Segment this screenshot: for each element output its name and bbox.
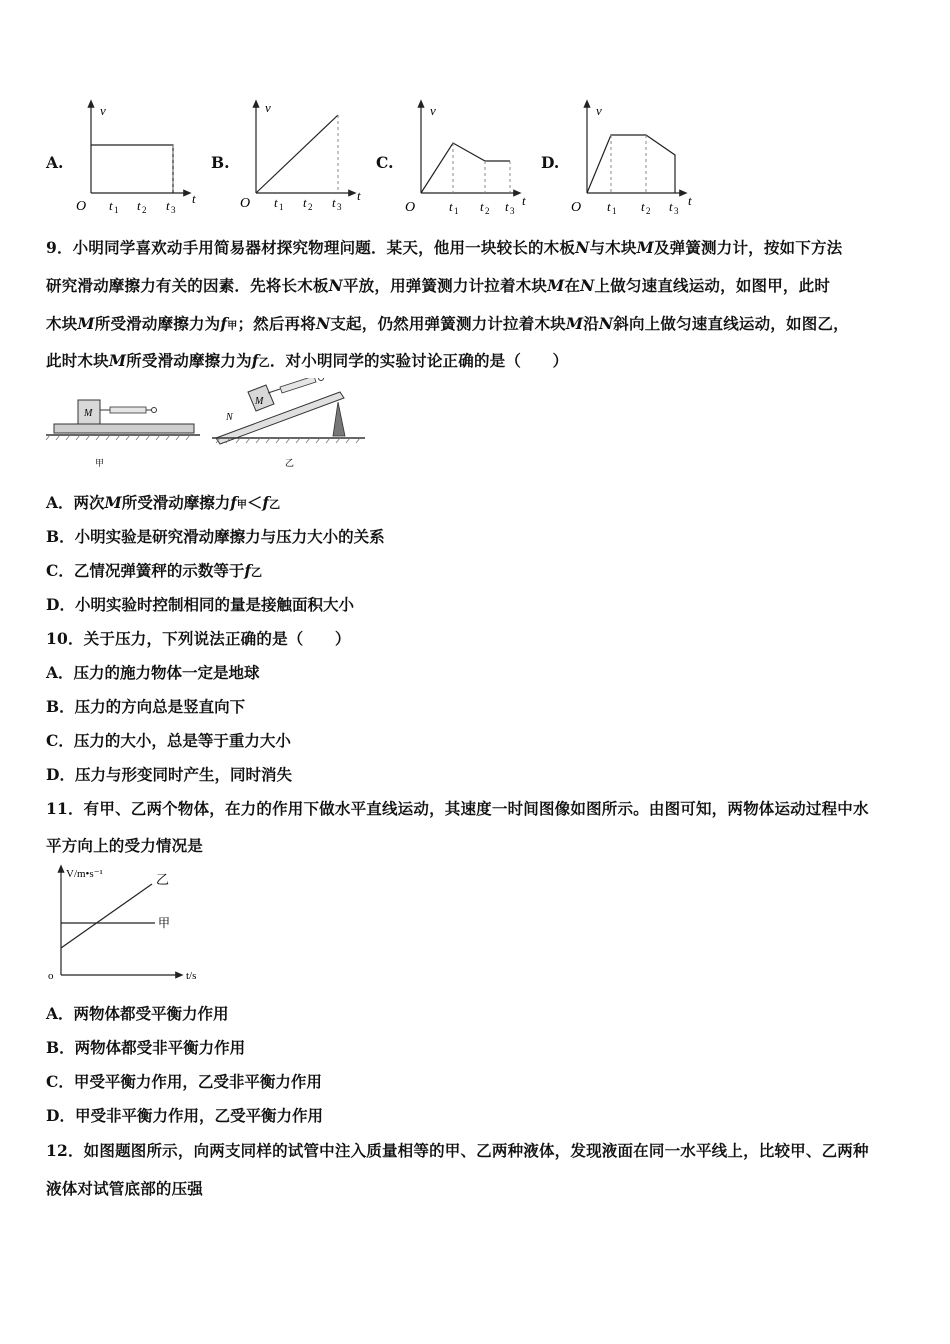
q9-text: 上做匀速直线运动，如图甲，此时 bbox=[594, 276, 831, 295]
q11-option-a[interactable]: A．两物体都受平衡力作用 bbox=[46, 1004, 229, 1023]
x-axis-label: t/s bbox=[186, 970, 197, 982]
q11-stem-2: 平方向上的受力情况是 bbox=[46, 836, 204, 855]
q9-text: 此时木块 bbox=[46, 351, 109, 370]
q10-option-b[interactable]: B．压力的方向总是竖直向下 bbox=[46, 697, 246, 716]
var-f: f bbox=[251, 351, 259, 370]
block-m-label: M bbox=[84, 408, 93, 419]
q9-option-b[interactable]: B．小明实验是研究滑动摩擦力与压力大小的关系 bbox=[46, 527, 385, 546]
graph-a-t-label: t bbox=[192, 191, 196, 206]
q9-text: 木块 bbox=[46, 314, 78, 333]
tick-t1: t bbox=[109, 198, 113, 213]
q9-option-a[interactable]: A．两次M所受滑动摩擦力f甲＜f乙 bbox=[46, 493, 281, 512]
tick-t1: t bbox=[274, 195, 278, 210]
q9-figure bbox=[40, 378, 380, 473]
graph-c-t-label: t bbox=[522, 193, 526, 208]
q9-text: 在 bbox=[564, 276, 581, 295]
sub-yi: 乙 bbox=[258, 356, 270, 369]
block-m-label: M bbox=[255, 396, 264, 407]
var-n: N bbox=[328, 276, 343, 295]
tick-t3: t bbox=[505, 199, 509, 214]
q11-option-b[interactable]: B．两物体都受非平衡力作用 bbox=[46, 1038, 246, 1057]
var-m: M bbox=[565, 314, 584, 333]
q9-text: 与木块 bbox=[589, 238, 637, 257]
graph-b bbox=[256, 103, 353, 193]
q11-stem-1: 11．有甲、乙两个物体，在力的作用下做水平直线运动，其速度一时间图像如图所示。由图可知，两物体运动过程中水 bbox=[46, 799, 869, 818]
var-f: f bbox=[220, 314, 228, 333]
q9-line-2 bbox=[46, 274, 830, 296]
option-c-label: C. bbox=[376, 153, 394, 172]
tick-t2: t bbox=[641, 199, 645, 214]
q9-option-d[interactable]: D．小明实验时控制相同的量是接触面积大小 bbox=[46, 595, 354, 614]
tick-sub-1: 1 bbox=[114, 205, 119, 215]
tick-t2: t bbox=[137, 198, 141, 213]
q9-text: 平放，用弹簧测力计拉着木块 bbox=[342, 276, 548, 295]
tick-sub-2: 2 bbox=[142, 205, 147, 215]
q9-text: 所受滑动摩擦力为 bbox=[126, 351, 252, 370]
q12-stem-2: 液体对试管底部的压强 bbox=[46, 1179, 204, 1198]
line-jia-label: 甲 bbox=[158, 916, 171, 930]
tick-t3: t bbox=[332, 195, 336, 210]
q9-text: 所受滑动摩擦力为 bbox=[94, 314, 221, 333]
q11-vt-graph bbox=[40, 862, 240, 987]
q9-line-4 bbox=[46, 349, 568, 371]
var-n: N bbox=[580, 276, 595, 295]
tick-sub-3: 3 bbox=[171, 205, 176, 215]
tick-sub-2: 2 bbox=[308, 202, 313, 212]
q10-stem: 10．关于压力，下列说法正确的是（ ） bbox=[46, 629, 351, 648]
q9-text: ；然后再将 bbox=[237, 314, 316, 333]
graph-b-v-label: v bbox=[265, 100, 271, 115]
tick-t1: t bbox=[607, 199, 611, 214]
var-n: N bbox=[315, 314, 331, 333]
graph-a-v-label: v bbox=[100, 103, 106, 118]
var-m: M bbox=[547, 276, 565, 295]
q12-stem-1: 12．如图题图所示，向两支同样的试管中注入质量相等的甲、乙两种液体，发现液面在同一水平线上，比较甲、乙两种 bbox=[46, 1141, 869, 1160]
tick-t1: t bbox=[449, 199, 453, 214]
tick-sub-3: 3 bbox=[510, 206, 515, 216]
fig-jia-label: 甲 bbox=[95, 458, 105, 468]
q9-line-1 bbox=[46, 236, 842, 258]
q8-graphs bbox=[0, 95, 950, 220]
tick-sub-3: 3 bbox=[337, 202, 342, 212]
q9-text: ．对小明同学的实验讨论正确的是（ ） bbox=[269, 351, 569, 370]
q9-line-3 bbox=[46, 312, 849, 334]
graph-c-v-label: v bbox=[430, 103, 436, 118]
var-n: N bbox=[598, 314, 614, 333]
var-m: M bbox=[108, 351, 127, 370]
q10-option-d[interactable]: D．压力与形变同时产生，同时消失 bbox=[46, 765, 292, 784]
tick-t2: t bbox=[303, 195, 307, 210]
q9-text: 及弹簧测力计，按如下方法 bbox=[653, 238, 843, 257]
q9-text: 研究滑动摩擦力有关的因素．先将长木板 bbox=[46, 276, 329, 295]
line-yi bbox=[61, 884, 152, 948]
y-axis-label: V/m•s⁻¹ bbox=[66, 868, 103, 880]
tick-t3: t bbox=[669, 199, 673, 214]
board-n-label: N bbox=[226, 412, 233, 423]
tick-t2: t bbox=[480, 199, 484, 214]
sub-jia: 甲 bbox=[227, 321, 238, 332]
q9-text: 沿 bbox=[583, 314, 599, 333]
fig-yi-label: 乙 bbox=[285, 458, 295, 468]
tick-sub-2: 2 bbox=[485, 206, 490, 216]
var-m: M bbox=[77, 314, 95, 333]
q9-text: 9．小明同学喜欢动手用简易器材探究物理问题．某天，他用一块较长的木板 bbox=[46, 238, 576, 257]
tick-t3: t bbox=[166, 198, 170, 213]
tick-sub-1: 1 bbox=[612, 206, 617, 216]
graph-d-ticks bbox=[607, 199, 679, 216]
q11-option-d[interactable]: D．甲受非平衡力作用，乙受平衡力作用 bbox=[46, 1106, 323, 1125]
line-yi-label: 乙 bbox=[156, 872, 170, 887]
q11-option-c[interactable]: C．甲受平衡力作用，乙受非平衡力作用 bbox=[46, 1072, 322, 1091]
q9-text: 斜向上做匀速直线运动，如图乙， bbox=[613, 314, 849, 333]
graph-b-origin: O bbox=[240, 196, 251, 211]
origin-label: o bbox=[48, 970, 54, 982]
tick-sub-1: 1 bbox=[454, 206, 459, 216]
graph-d-origin: O bbox=[571, 200, 582, 215]
q10-option-a[interactable]: A．压力的施力物体一定是地球 bbox=[46, 663, 260, 682]
graph-c-origin: O bbox=[405, 200, 416, 215]
q10-option-c[interactable]: C．压力的大小，总是等于重力大小 bbox=[46, 731, 291, 750]
tick-sub-2: 2 bbox=[646, 206, 651, 216]
tick-sub-3: 3 bbox=[674, 206, 679, 216]
var-m: M bbox=[636, 238, 654, 257]
graph-d-v-label: v bbox=[596, 103, 602, 118]
graph-a-origin: O bbox=[76, 199, 87, 214]
graph-a-ticks bbox=[109, 198, 176, 215]
tick-sub-1: 1 bbox=[279, 202, 284, 212]
graph-d-t-label: t bbox=[688, 193, 692, 208]
graph-c-ticks bbox=[449, 199, 515, 216]
q9-text: 支起，仍然用弹簧测力计拉着木块 bbox=[330, 314, 566, 333]
var-n: N bbox=[575, 238, 590, 257]
option-a-label: A. bbox=[46, 153, 64, 172]
option-d-label: D. bbox=[541, 153, 560, 172]
graph-b-t-label: t bbox=[357, 188, 361, 203]
option-b-label: B. bbox=[211, 153, 230, 172]
q9-option-c[interactable]: C．乙情况弹簧秤的示数等于f乙 bbox=[46, 561, 263, 580]
graph-b-ticks bbox=[274, 195, 342, 212]
